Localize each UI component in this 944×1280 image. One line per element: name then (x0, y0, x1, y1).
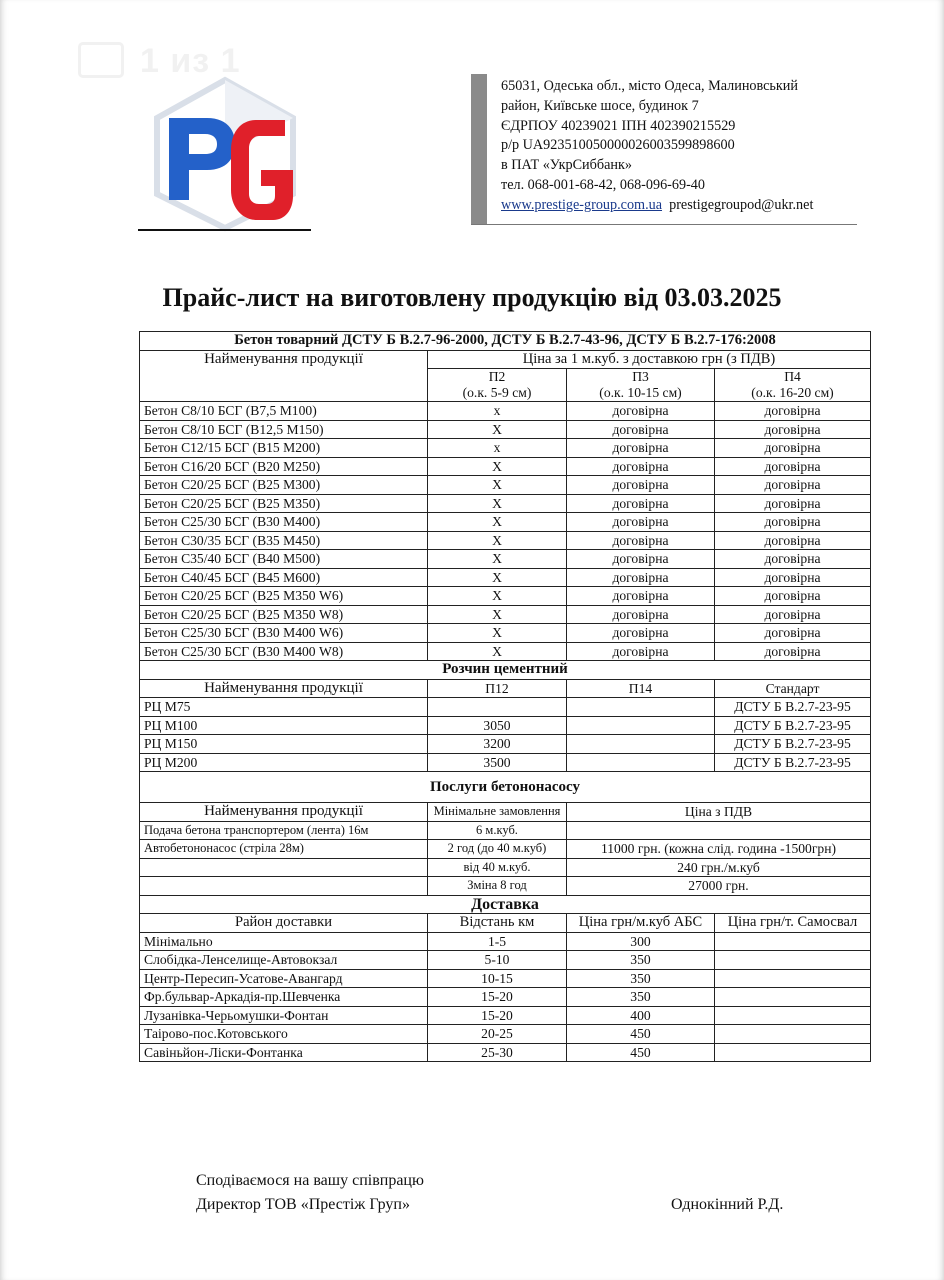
pump-col-price: Ціна з ПДВ (567, 803, 871, 822)
price-p4: договірна (715, 550, 871, 569)
delivery-distance: 5-10 (428, 951, 567, 970)
price-p4: договірна (715, 642, 871, 661)
product-name: Бетон С20/25 БСГ (В25 М300) (140, 476, 428, 495)
table-row (140, 513, 871, 532)
concrete-col-p3: П3 (о.к. 10-15 см) (567, 369, 715, 402)
table-row (140, 624, 871, 643)
delivery-price-dump (715, 988, 871, 1007)
delivery-price-abs: 450 (567, 1043, 715, 1062)
table-row (140, 642, 871, 661)
contact-block (501, 77, 813, 216)
delivery-district: Мінімально (140, 932, 428, 951)
concrete-col-p2: П2 (о.к. 5-9 см) (428, 369, 567, 402)
mortar-col-name: Найменування продукції (140, 679, 428, 698)
standard: ДСТУ Б В.2.7-23-95 (715, 735, 871, 754)
minimum-order: 6 м.куб. (428, 821, 567, 840)
delivery-price-dump (715, 1025, 871, 1044)
table-row (140, 420, 871, 439)
standard: ДСТУ Б В.2.7-23-95 (715, 753, 871, 772)
table-row (140, 587, 871, 606)
price-p14 (567, 753, 715, 772)
service-name: Автобетононасос (стріла 28м) (140, 840, 428, 859)
concrete-rows (140, 402, 871, 661)
product-name: Бетон С20/25 БСГ (В25 М350 W6) (140, 587, 428, 606)
contact-email: prestigegroupod@ukr.net (669, 196, 814, 213)
contact-account: р/р UA923510050000026003599898600 (501, 137, 735, 154)
table-row (140, 531, 871, 550)
price-p2: Х (428, 642, 567, 661)
pump-heading: Послуги бетононасосу (140, 772, 871, 803)
product-name: РЦ М150 (140, 735, 428, 754)
price-p2: х (428, 439, 567, 458)
table-row (140, 821, 871, 840)
minimum-order: від 40 м.куб. (428, 858, 567, 877)
delivery-price-dump (715, 932, 871, 951)
table-row (140, 877, 871, 896)
price-p4: договірна (715, 402, 871, 421)
delivery-price-abs: 400 (567, 1006, 715, 1025)
delivery-district: Таірово-пос.Котовського (140, 1025, 428, 1044)
contact-bar (471, 74, 487, 224)
price-p3: договірна (567, 587, 715, 606)
contact-edrpou: ЄДРПОУ 40239021 ІПН 402390215529 (501, 117, 736, 134)
table-row (140, 858, 871, 877)
contact-underline (471, 224, 857, 225)
service-price: 27000 грн. (567, 877, 871, 896)
price-p4: договірна (715, 531, 871, 550)
contact-address-line1: 65031, Одеська обл., місто Одеса, Малиновський (501, 78, 798, 94)
product-name: Бетон С8/10 БСГ (В7,5 М100) (140, 402, 428, 421)
price-p4: договірна (715, 494, 871, 513)
delivery-distance: 1-5 (428, 932, 567, 951)
table-row (140, 753, 871, 772)
price-p3: договірна (567, 513, 715, 532)
price-p14 (567, 735, 715, 754)
product-name: Бетон С35/40 БСГ (В40 М500) (140, 550, 428, 569)
price-p2: Х (428, 550, 567, 569)
product-name: РЦ М75 (140, 698, 428, 717)
table-row (140, 840, 871, 859)
delivery-district: Лузанівка-Черьомушки-Фонтан (140, 1006, 428, 1025)
table-row (140, 568, 871, 587)
price-p4: договірна (715, 420, 871, 439)
service-name (140, 877, 428, 896)
price-p12: 3050 (428, 716, 567, 735)
product-name: Бетон С20/25 БСГ (В25 М350) (140, 494, 428, 513)
delivery-price-dump (715, 1043, 871, 1062)
product-name: Бетон С25/30 БСГ (В30 М400 W8) (140, 642, 428, 661)
table-row (140, 1006, 871, 1025)
delivery-col-distance: Відстань км (428, 914, 567, 933)
price-p2: Х (428, 494, 567, 513)
price-p4: договірна (715, 513, 871, 532)
price-p2: Х (428, 420, 567, 439)
table-row (140, 698, 871, 717)
mortar-col-p12: П12 (428, 679, 567, 698)
delivery-price-abs: 350 (567, 988, 715, 1007)
price-p4: договірна (715, 439, 871, 458)
product-name: РЦ М100 (140, 716, 428, 735)
table-row (140, 932, 871, 951)
concrete-col-price: Ціна за 1 м.куб. з доставкою грн (з ПДВ) (428, 350, 871, 369)
delivery-price-dump (715, 1006, 871, 1025)
price-p2: Х (428, 605, 567, 624)
delivery-price-abs: 350 (567, 951, 715, 970)
delivery-price-dump (715, 951, 871, 970)
standard: ДСТУ Б В.2.7-23-95 (715, 716, 871, 735)
price-p2: Х (428, 513, 567, 532)
price-p4: договірна (715, 605, 871, 624)
price-p3: договірна (567, 476, 715, 495)
signoff-block (196, 1169, 424, 1217)
price-p2: Х (428, 587, 567, 606)
pump-rows (140, 821, 871, 895)
delivery-district: Фр.бульвар-Аркадія-пр.Шевченка (140, 988, 428, 1007)
company-logo (145, 74, 305, 234)
price-p4: договірна (715, 568, 871, 587)
concrete-col-name: Найменування продукції (140, 350, 428, 402)
price-p3: договірна (567, 624, 715, 643)
mortar-col-standard: Стандарт (715, 679, 871, 698)
signoff-director: Директор ТОВ «Престіж Груп» (196, 1196, 410, 1213)
table-row (140, 476, 871, 495)
delivery-price-abs: 450 (567, 1025, 715, 1044)
mortar-heading: Розчин цементний (140, 661, 871, 680)
price-p3: договірна (567, 568, 715, 587)
delivery-heading: Доставка (140, 895, 871, 914)
price-p4: договірна (715, 587, 871, 606)
minimum-order: Зміна 8 год (428, 877, 567, 896)
service-price: 11000 грн. (кожна слід. година -1500грн) (567, 840, 871, 859)
mortar-rows (140, 698, 871, 772)
price-table (139, 331, 871, 1062)
delivery-distance: 20-25 (428, 1025, 567, 1044)
price-p14 (567, 716, 715, 735)
price-p12: 3500 (428, 753, 567, 772)
table-row (140, 951, 871, 970)
price-p3: договірна (567, 605, 715, 624)
concrete-col-p4: П4 (о.к. 16-20 см) (715, 369, 871, 402)
concrete-heading: Бетон товарний ДСТУ Б В.2.7-96-2000, ДСТУ Б В.2.7-43-96, ДСТУ Б В.2.7-176:2008 (140, 332, 871, 351)
price-p12 (428, 698, 567, 717)
pump-col-min: Мінімальне замовлення (428, 803, 567, 822)
delivery-price-abs: 350 (567, 969, 715, 988)
price-p2: х (428, 402, 567, 421)
price-p2: Х (428, 476, 567, 495)
service-name: Подача бетона транспортером (лента) 16м (140, 821, 428, 840)
minimum-order: 2 год (до 40 м.куб) (428, 840, 567, 859)
signatory-name: Однокінний Р.Д. (671, 1196, 784, 1213)
product-name: Бетон С40/45 БСГ (В45 М600) (140, 568, 428, 587)
price-p2: Х (428, 457, 567, 476)
delivery-rows (140, 932, 871, 1062)
price-p3: договірна (567, 439, 715, 458)
website-link[interactable]: www.prestige-group.com.ua (501, 196, 663, 213)
price-p3: договірна (567, 642, 715, 661)
delivery-distance: 15-20 (428, 988, 567, 1007)
product-name: Бетон С16/20 БСГ (В20 М250) (140, 457, 428, 476)
contact-phone: тел. 068-001-68-42, 068-096-69-40 (501, 176, 705, 193)
pump-col-name: Найменування продукції (140, 803, 428, 822)
price-p3: договірна (567, 420, 715, 439)
delivery-district: Савіньйон-Ліски-Фонтанка (140, 1043, 428, 1062)
delivery-district: Центр-Пересип-Усатове-Авангард (140, 969, 428, 988)
table-row (140, 1043, 871, 1062)
table-row (140, 457, 871, 476)
page-title: Прайс-лист на виготовлену продукцію від 03.03.2025 (162, 283, 782, 312)
table-row (140, 439, 871, 458)
price-p3: договірна (567, 494, 715, 513)
delivery-col-abs: Ціна грн/м.куб АБС (567, 914, 715, 933)
table-row (140, 969, 871, 988)
delivery-col-dump: Ціна грн/т. Самосвал (715, 914, 871, 933)
service-name (140, 858, 428, 877)
delivery-distance: 10-15 (428, 969, 567, 988)
table-row (140, 494, 871, 513)
table-row (140, 550, 871, 569)
price-p4: договірна (715, 624, 871, 643)
table-row (140, 988, 871, 1007)
contact-bank: в ПАТ «УкрСиббанк» (501, 157, 632, 174)
signoff-greeting: Сподіваємося на вашу співпрацю (196, 1172, 424, 1189)
price-p12: 3200 (428, 735, 567, 754)
product-name: Бетон С12/15 БСГ (В15 М200) (140, 439, 428, 458)
price-p3: договірна (567, 457, 715, 476)
product-name: Бетон С20/25 БСГ (В25 М350 W8) (140, 605, 428, 624)
service-price (567, 821, 871, 840)
price-p4: договірна (715, 476, 871, 495)
price-p3: договірна (567, 550, 715, 569)
table-row (140, 402, 871, 421)
product-name: Бетон С30/35 БСГ (В35 М450) (140, 531, 428, 550)
table-row (140, 1025, 871, 1044)
price-p2: Х (428, 624, 567, 643)
product-name: Бетон С25/30 БСГ (В30 М400) (140, 513, 428, 532)
product-name: Бетон С25/30 БСГ (В30 М400 W6) (140, 624, 428, 643)
delivery-distance: 15-20 (428, 1006, 567, 1025)
delivery-price-dump (715, 969, 871, 988)
logo-underline (138, 229, 311, 231)
table-row (140, 605, 871, 624)
price-p3: договірна (567, 531, 715, 550)
product-name: РЦ М200 (140, 753, 428, 772)
delivery-col-district: Район доставки (140, 914, 428, 933)
table-row (140, 735, 871, 754)
delivery-distance: 25-30 (428, 1043, 567, 1062)
delivery-district: Слобідка-Ленселище-Автовокзал (140, 951, 428, 970)
table-row (140, 716, 871, 735)
price-p14 (567, 698, 715, 717)
mortar-col-p14: П14 (567, 679, 715, 698)
watermark: 1 из 1 (78, 42, 241, 81)
page-icon (78, 42, 124, 78)
price-p2: Х (428, 531, 567, 550)
price-p2: Х (428, 568, 567, 587)
contact-address-line2: район, Київське шосе, будинок 7 (501, 97, 699, 114)
standard: ДСТУ Б В.2.7-23-95 (715, 698, 871, 717)
price-p4: договірна (715, 457, 871, 476)
delivery-price-abs: 300 (567, 932, 715, 951)
product-name: Бетон С8/10 БСГ (В12,5 М150) (140, 420, 428, 439)
price-p3: договірна (567, 402, 715, 421)
service-price: 240 грн./м.куб (567, 858, 871, 877)
